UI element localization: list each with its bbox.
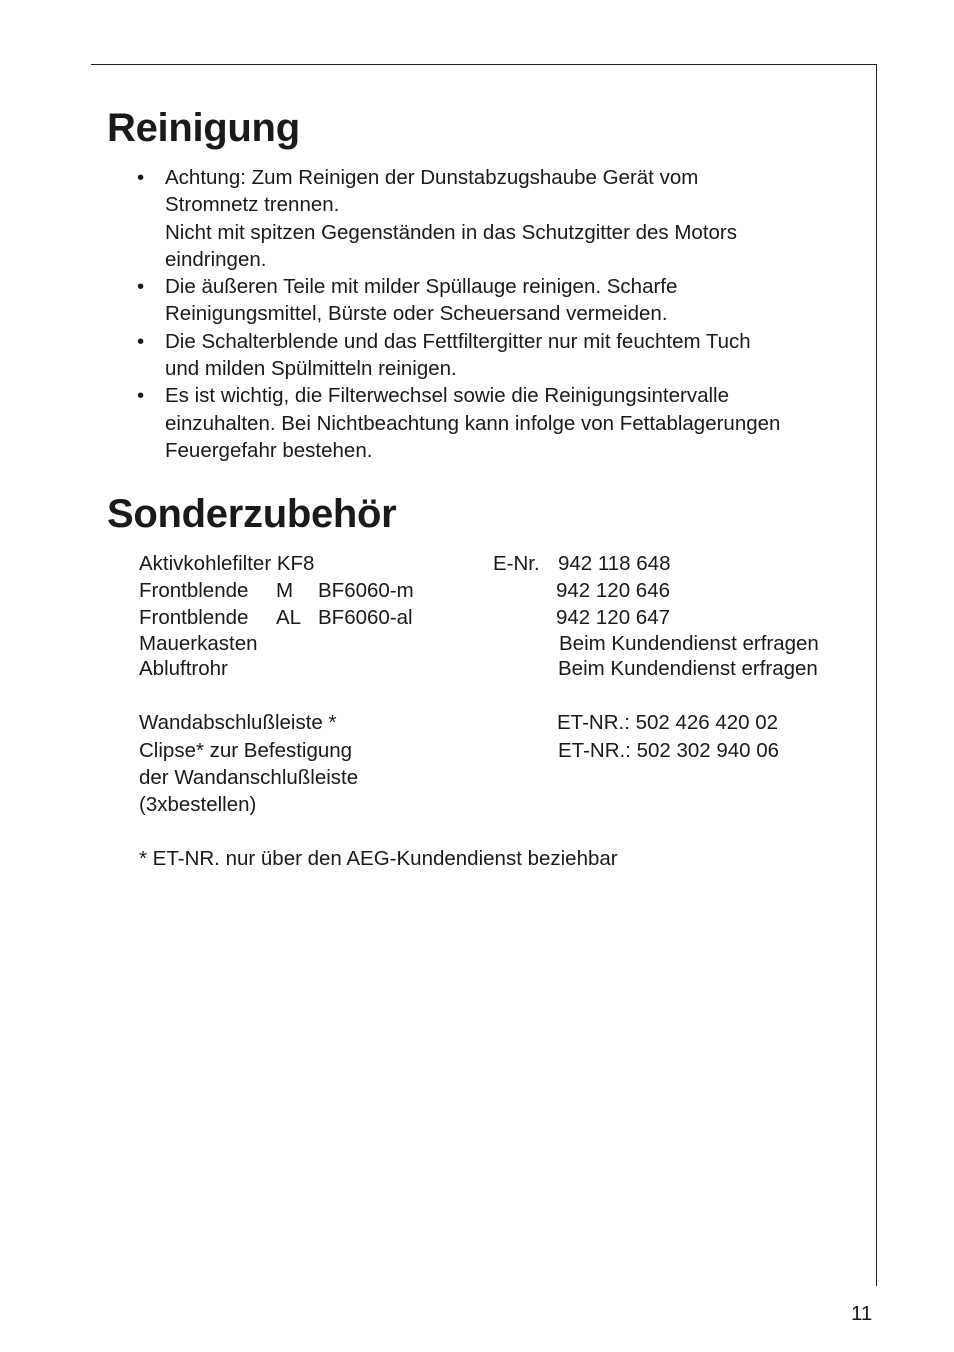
list-item-line: Reinigungsmittel, Bürste oder Scheuersand vermeiden. bbox=[165, 302, 668, 326]
accessory-number-prefix: E-Nr. bbox=[493, 552, 540, 575]
page-number: 11 bbox=[851, 1302, 873, 1325]
bullet-icon: • bbox=[137, 166, 145, 189]
accessory-model: BF6060-al bbox=[318, 606, 413, 629]
list-item-line: eindringen. bbox=[165, 247, 267, 271]
accessory-number: 942 118 648 bbox=[558, 552, 671, 575]
list-item-line: Nicht mit spitzen Gegenständen in das Schutzgitter des Motors bbox=[165, 220, 738, 244]
right-border-rule bbox=[876, 64, 877, 1286]
accessory-model: BF6060-m bbox=[318, 579, 414, 602]
list-item-line: Feuergefahr bestehen. bbox=[165, 438, 373, 462]
list-item-line: und milden Spülmitteln reinigen. bbox=[165, 357, 457, 381]
bullet-icon: • bbox=[137, 275, 145, 299]
top-border-rule bbox=[91, 64, 877, 65]
accessory-number: 942 120 646 bbox=[556, 579, 671, 602]
bullet-icon: • bbox=[137, 384, 145, 408]
accessory-variant: AL bbox=[276, 606, 302, 629]
accessory-number: Beim Kundendienst erfragen bbox=[559, 632, 819, 655]
list-item bbox=[137, 382, 857, 464]
list-item-line: Es ist wichtig, die Filterwechsel sowie die Reinigungsintervalle bbox=[165, 384, 730, 408]
list-item bbox=[137, 328, 857, 383]
spare-part-name: der Wandanschlußleiste bbox=[139, 766, 359, 789]
footnote: * ET-NR. nur über den AEG-Kundendienst beziehbar bbox=[139, 847, 618, 870]
section-title-sonderzubehoer: Sonderzubehör bbox=[107, 492, 397, 536]
accessory-variant: M bbox=[276, 579, 294, 602]
list-item bbox=[137, 273, 857, 328]
accessory-name: Abluftrohr bbox=[139, 657, 228, 680]
cleaning-instructions-list bbox=[137, 164, 857, 464]
spare-part-name: Clipse* zur Befestigung bbox=[139, 739, 353, 762]
accessory-name: Frontblende bbox=[139, 606, 249, 629]
spare-part-name: Wandabschlußleiste * bbox=[139, 711, 337, 734]
accessory-number: 942 120 647 bbox=[556, 606, 671, 629]
list-item bbox=[137, 164, 857, 273]
list-item-line: Stromnetz trennen. bbox=[165, 193, 340, 217]
list-item-line: Die äußeren Teile mit milder Spüllauge reinigen. Scharfe bbox=[165, 275, 678, 299]
accessory-name: Aktivkohlefilter KF8 bbox=[139, 552, 315, 575]
accessory-number: Beim Kundendienst erfragen bbox=[558, 657, 818, 680]
list-item-line: Achtung: Zum Reinigen der Dunstabzugshaube Gerät vom bbox=[165, 166, 699, 189]
bullet-icon: • bbox=[137, 329, 145, 353]
list-item-line: Die Schalterblende und das Fettfiltergitter nur mit feuchtem Tuch bbox=[165, 329, 751, 353]
accessory-name: Frontblende bbox=[139, 579, 249, 602]
list-item-line: einzuhalten. Bei Nichtbeachtung kann infolge von Fettablagerungen bbox=[165, 411, 781, 435]
spare-part-name: (3xbestellen) bbox=[139, 793, 257, 816]
spare-part-number: ET-NR.: 502 426 420 02 bbox=[557, 711, 779, 734]
spare-part-number: ET-NR.: 502 302 940 06 bbox=[558, 739, 780, 762]
accessory-name: Mauerkasten bbox=[139, 632, 258, 655]
section-title-reinigung: Reinigung bbox=[107, 106, 300, 150]
